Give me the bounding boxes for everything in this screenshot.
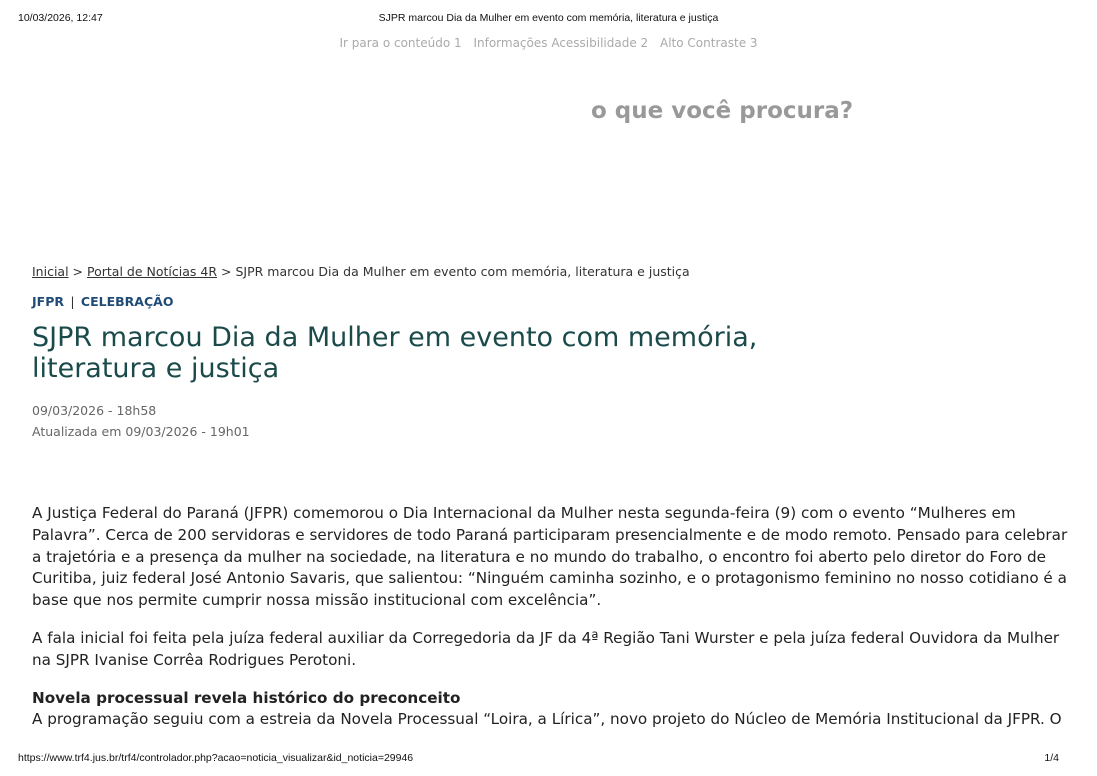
breadcrumb xyxy=(32,264,690,279)
breadcrumb-separator: > xyxy=(221,264,232,279)
accessibility-info-link[interactable]: Informações Acessibilidade 2 xyxy=(473,36,649,50)
print-url: https://www.trf4.jus.br/trf4/controlador.php?acao=noticia_visualizar&id_noticia=29946 xyxy=(18,752,414,764)
high-contrast-link[interactable]: Alto Contraste 3 xyxy=(660,36,758,50)
article-paragraph: A fala inicial foi feita pela juíza federal auxiliar da Corregedoria da JF da 4ª Região Tani Wurster e pela juíza federal Ouvidora da Mulher na SJPR Ivanise Corrêa Rodrigues Perotoni. xyxy=(32,628,1060,669)
published-date: 09/03/2026 - 18h58 xyxy=(32,403,157,418)
category-line xyxy=(32,294,173,309)
breadcrumb-separator: > xyxy=(72,264,84,279)
breadcrumb-portal-link[interactable]: Portal de Notícias 4R xyxy=(87,264,218,279)
category-tag-link[interactable]: CELEBRAÇÃO xyxy=(80,294,174,309)
search-prompt[interactable]: o que você procura? xyxy=(591,98,854,124)
article-subheading: Novela processual revela histórico do preconceito xyxy=(32,688,461,707)
print-title: SJPR marcou Dia da Mulher em evento com memória, literatura e justiça xyxy=(378,12,719,24)
article-body xyxy=(32,503,1068,747)
print-header xyxy=(18,12,1079,26)
breadcrumb-home-link[interactable]: Inicial xyxy=(32,264,69,279)
print-datetime: 10/03/2026, 12:47 xyxy=(18,12,103,24)
skip-to-content-link[interactable]: Ir para o conteúdo 1 xyxy=(339,36,462,50)
article-paragraph: A Justiça Federal do Paraná (JFPR) comemorou o Dia Internacional da Mulher nesta segunda-feira (9) com o evento “Mulheres em Palavra”. Cerca de 200 servidoras e servidores de todo Paraná participaram presencialmente e de modo remoto. Pensado para celebrar a trajetória e a presença da mulher na sociedade, na literatura e no mundo do trabalho, o encontro foi aberto pelo diretor do Foro de Curitiba, juiz federal José Antonio Savaris, que salientou: “Ninguém caminha sozinho, e o protagonismo feminino no nosso cotidiano é a base que nos permite cumprir nossa missão institucional com excelência”. xyxy=(32,504,1068,610)
category-org-link[interactable]: JFPR xyxy=(32,294,64,309)
article-paragraph: A programação seguiu com a estreia da Novela Processual “Loira, a Lírica”, novo projeto do Núcleo de Memória Institucional da JFPR. O xyxy=(32,710,1062,729)
print-page-number: 1/4 xyxy=(1044,752,1059,764)
article-headline: SJPR marcou Dia da Mulher em evento com memória, literatura e justiça xyxy=(32,322,758,384)
print-footer xyxy=(18,752,1079,766)
accessibility-bar xyxy=(0,36,1097,50)
category-separator: | xyxy=(70,294,75,309)
breadcrumb-current: SJPR marcou Dia da Mulher em evento com memória, literatura e justiça xyxy=(235,264,690,279)
updated-date: Atualizada em 09/03/2026 - 19h01 xyxy=(32,424,250,439)
article-dates xyxy=(32,400,250,442)
